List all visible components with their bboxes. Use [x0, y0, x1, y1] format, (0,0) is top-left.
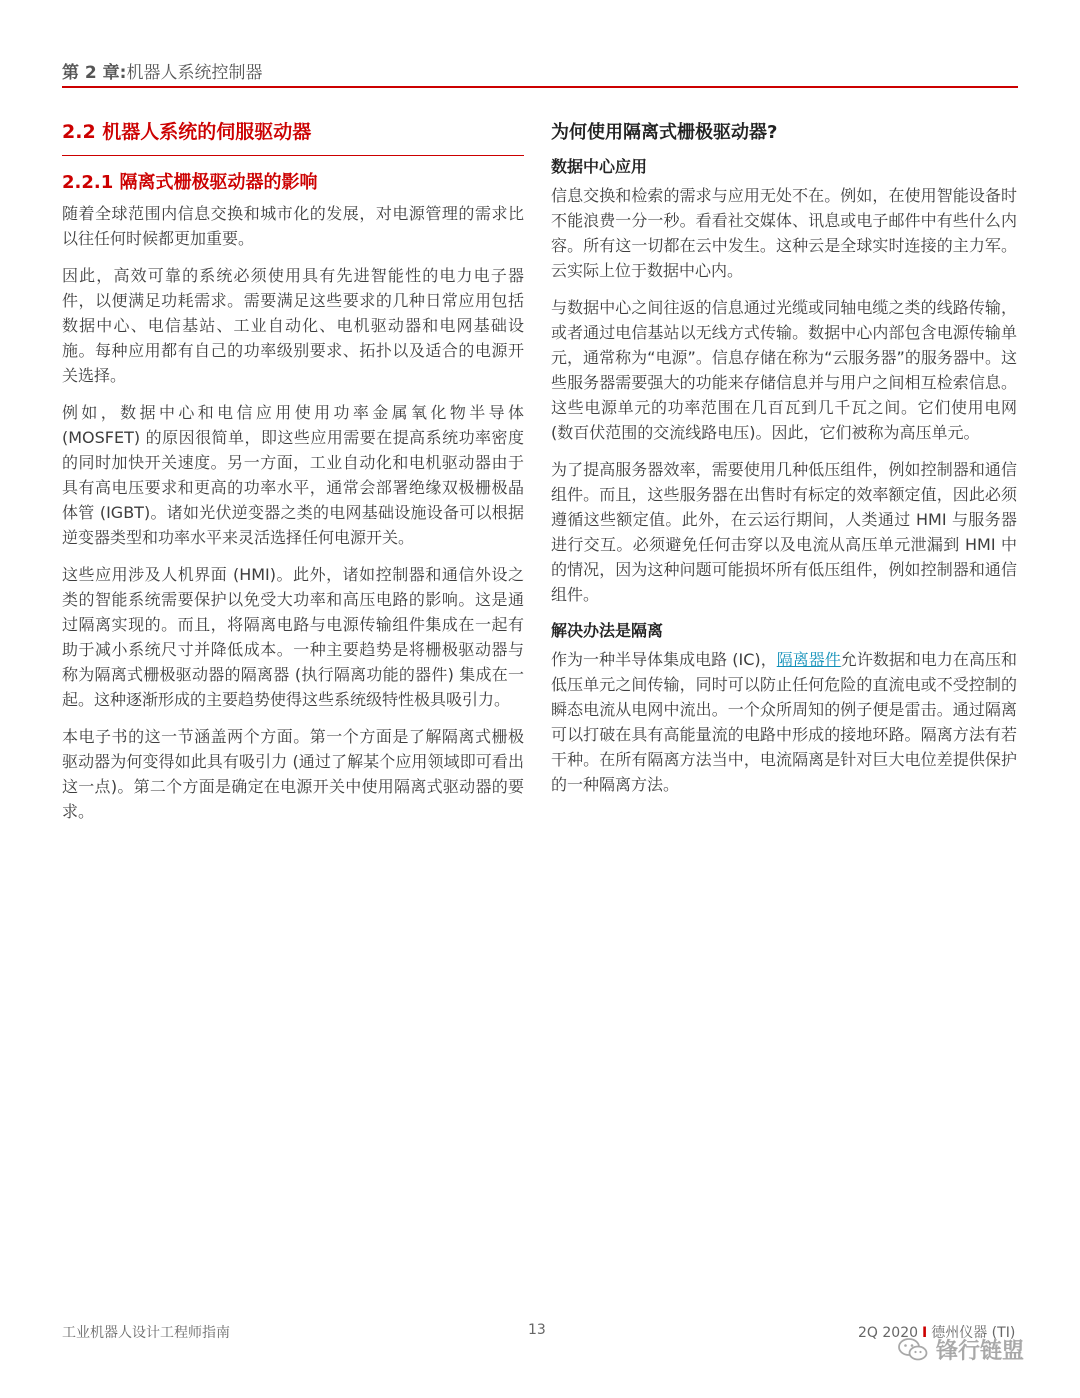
text: 允许数据和电力在高压和低压单元之间传输，同时可以防止任何危险的直流电或不受控制的瞬态电流从电网中流出。一个众所周知的例子便是雷击。通过隔离可以打破在具有高能量流的电路中形成的接地环路。隔离方法有若干种。在所有隔离方法当中，电流隔离是针对巨大电位差提供保护的一种隔离方法。 — [551, 650, 1017, 795]
right-title: 为何使用隔离式栅极驱动器? — [551, 122, 778, 143]
paragraph: 随着全球范围内信息交换和城市化的发展，对电源管理的需求比以往任何时候都更加重要。 — [62, 203, 524, 248]
paragraph: 信息交换和检索的需求与应用无处不在。例如，在使用智能设备时不能浪费一分一秒。看看社交媒体、讯息或电子邮件中有些什么内容。所有这一切都在云中发生。这种云是全球实时连接的主力军。云实际上位于数据中心内。 — [551, 186, 1017, 281]
footer-date: 2Q 2020 — [858, 1325, 919, 1341]
isolation-device-link[interactable]: 隔离器件 — [776, 650, 841, 670]
paragraph: 与数据中心之间往返的信息通过光缆或同轴电缆之类的线路传输，或者通过电信基站以无线方式传输。数据中心内部包含电源传输单元，通常称为“电源”。信息存储在称为“云服务器”的服务器中。这些服务器需要强大的功能来存储信息并与用户之间相互检索信息。这些电源单元的功率范围在几百瓦到几千瓦之间。它们使用电网 (数百伏范围的交流线路电压)。因此，它们被称为高压单元。 — [551, 298, 1017, 443]
page-number: 13 — [528, 1322, 546, 1338]
paragraph: 例如，数据中心和电信应用使用功率金属氧化物半导体 (MOSFET) 的原因很简单，即这些应用需要在提高系统功率密度的同时加快开关速度。另一方面，工业自动化和电机驱动器由于具有高电压要求和更高的功率水平，通常会部署绝缘双极栅极晶体管 (IGBT)。诸如光伏逆变器之类的电网基础设施设备可以根据逆变器类型和功率水平来灵活选择任何电源开关。 — [62, 402, 524, 547]
paragraph: 本电子书的这一节涵盖两个方面。第一个方面是了解隔离式栅极驱动器为何变得如此具有吸引力 (通过了解某个应用领域即可看出这一点)。第二个方面是确定在电源开关中使用隔离式驱动器的要求。 — [62, 726, 524, 821]
subheading-solution: 解决办法是隔离 — [551, 621, 664, 641]
paragraph-solution — [551, 647, 1017, 797]
right-column — [551, 120, 1017, 809]
watermark — [898, 1334, 1024, 1365]
paragraph: 这些应用涉及人机界面 (HMI)。此外，诸如控制器和通信外设之类的智能系统需要保护以免受大功率和高压电路的影响。这是通过隔离实现的。而且，将隔离电路与电源传输组件集成在一起有助于减小系统尺寸并降低成本。一种主要趋势是将栅极驱动器与称为隔离式栅极驱动器的隔离器 (执行隔离功能的器件) 集成在一起。这种逐渐形成的主要趋势使得这些系统级特性极具吸引力。 — [62, 564, 524, 709]
page-header — [62, 58, 262, 83]
header-divider — [62, 86, 1018, 88]
watermark-text: 锋行链盟 — [936, 1339, 1025, 1364]
paragraph: 为了提高服务器效率，需要使用几种低压组件，例如控制器和通信组件。而且，这些服务器在出售时有标定的效率额定值，因此必须遵循这些额定值。此外，在云运行期间，人类通过 HMI 与服务器进行交互。必须避免任何击穿以及电流从高压单元泄漏到 HMI 中的情况，因为这种问题可能损坏所有低压组件，例如控制器和通信组件。 — [551, 460, 1017, 605]
footer-separator: I — [922, 1325, 928, 1341]
section-title: 2.2 机器人系统的伺服驱动器 — [62, 120, 524, 156]
chapter-title: 机器人系统控制器 — [126, 63, 263, 83]
paragraph: 因此，高效可靠的系统必须使用具有先进智能性的电力电子器件，以便满足功耗需求。需要满足这些要求的几种日常应用包括数据中心、电信基站、工业自动化、电机驱动器和电网基础设施。每种应用都有自己的功率级别要求、拓扑以及适合的电源开关选择。 — [62, 265, 524, 385]
left-column — [62, 120, 524, 836]
subsection-title: 2.2.1 隔离式栅极驱动器的影响 — [62, 171, 318, 193]
text: 作为一种半导体集成电路 (IC)， — [551, 650, 777, 670]
footer-company: 德州仪器 (TI) — [931, 1325, 1016, 1341]
wechat-icon — [898, 1338, 928, 1362]
footer-title: 工业机器人设计工程师指南 — [62, 1325, 230, 1341]
subheading-data-center: 数据中心应用 — [551, 157, 648, 177]
chapter-label: 第 2 章: — [62, 63, 127, 83]
